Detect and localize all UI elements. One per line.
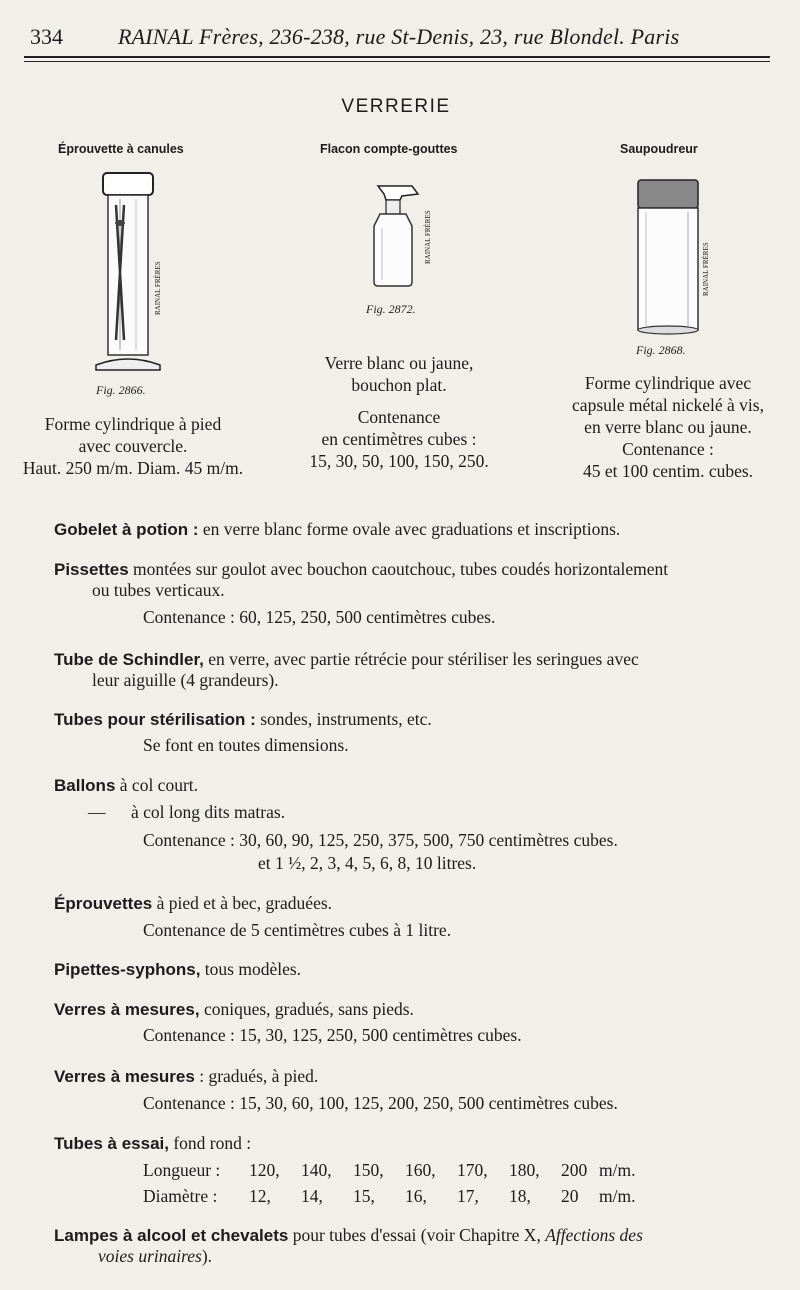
tubes-longueur-row: [143, 1160, 635, 1181]
row-value: 16,: [405, 1186, 427, 1206]
row-label: Diamètre :: [143, 1186, 218, 1206]
figure-label-saupoudreur: Saupoudreur: [620, 142, 698, 156]
figure-label-flacon: Flacon compte-gouttes: [320, 142, 458, 156]
contenance-eprouvettes: Contenance de 5 centimètres cubes à 1 litre.: [143, 920, 452, 940]
item-italic: Affections des: [545, 1225, 643, 1245]
desc-line: capsule métal nickelé à vis,: [572, 395, 764, 415]
row-unit: m/m.: [599, 1160, 636, 1180]
item-text: fond rond :: [168, 1133, 252, 1153]
item-text-line: [98, 1246, 212, 1267]
item-name: Verres à mesures: [54, 1067, 195, 1086]
row-value: 15,: [353, 1186, 375, 1206]
desc-line: 45 et 100 centim. cubes.: [582, 461, 754, 481]
figure-desc-flacon: [284, 352, 514, 472]
saupoudreur-illustration: [628, 176, 718, 341]
header-rule-thin: [24, 61, 770, 62]
tubes-diametre-row: [143, 1186, 635, 1207]
item-text: sondes, instruments, etc.: [255, 709, 432, 729]
desc-line: Contenance: [357, 407, 441, 427]
section-title: VERRERIE: [341, 96, 451, 117]
item-ballons: [54, 774, 776, 797]
dash: —: [88, 802, 106, 822]
page-number: 334: [30, 24, 63, 49]
item-text-line: ou tubes verticaux.: [92, 580, 225, 600]
row-value: 140,: [301, 1160, 332, 1180]
figure-desc-saupoudreur: [550, 372, 786, 482]
contenance-ballons-litres: et 1 ½, 2, 3, 4, 5, 6, 8, 10 litres.: [258, 853, 477, 873]
row-value: 17,: [457, 1186, 479, 1206]
item-text: coniques, gradués, sans pieds.: [199, 999, 414, 1019]
brand-mark: RAINAL FRÈRES: [702, 242, 710, 296]
item-verres-pied: [54, 1065, 776, 1088]
brand-mark: RAINAL FRÈRES: [424, 210, 432, 264]
item-name: Éprouvettes: [54, 894, 153, 913]
contenance-ballons: Contenance : 30, 60, 90, 125, 250, 375, 500, 750 centimètres cubes.: [143, 830, 618, 850]
item-text: tous modèles.: [200, 959, 302, 979]
figure-caption-2868: Fig. 2868.: [636, 343, 686, 357]
row-value: 120,: [249, 1160, 280, 1180]
item-text: : gradués, à pied.: [194, 1066, 319, 1086]
item-name: Pissettes: [54, 560, 129, 579]
figure-desc-eprouvette: [18, 413, 248, 479]
row-value: 18,: [509, 1186, 531, 1206]
item-name: Tubes à essai,: [54, 1134, 169, 1153]
row-value: 160,: [405, 1160, 436, 1180]
item-text-line: Se font en toutes dimensions.: [143, 735, 349, 755]
item-text: à col court.: [115, 775, 199, 795]
item-sterilisation: [54, 708, 776, 731]
eprouvette-illustration: [80, 165, 180, 380]
brand-mark: RAINAL FRÈRES: [154, 261, 162, 315]
item-text: ).: [201, 1246, 213, 1266]
item-name: Tube de Schindler,: [54, 650, 204, 669]
row-value: 170,: [457, 1160, 488, 1180]
item-text: montées sur goulot avec bouchon caoutchouc, tubes coudés horizontalement: [128, 559, 669, 579]
figure-label-eprouvette: Éprouvette à canules: [58, 142, 184, 156]
desc-line: en verre blanc ou jaune.: [584, 417, 752, 437]
item-eprouvettes: [54, 892, 776, 915]
item-pipettes: [54, 958, 776, 981]
item-text: en verre blanc forme ovale avec graduations et inscriptions.: [198, 519, 621, 539]
desc-line: Haut. 250 m/m. Diam. 45 m/m.: [22, 458, 244, 478]
item-italic: voies urinaires: [98, 1246, 202, 1266]
item-name: Gobelet à potion :: [54, 520, 199, 539]
row-value: 150,: [353, 1160, 384, 1180]
item-name: Verres à mesures,: [54, 1000, 200, 1019]
row-label: Longueur :: [143, 1160, 221, 1180]
desc-line: Verre blanc ou jaune,: [324, 353, 474, 373]
item-name: Lampes à alcool et chevalets: [54, 1226, 289, 1245]
item-tubes-essai: [54, 1132, 776, 1155]
item-text-line: leur aiguille (4 grandeurs).: [92, 670, 279, 690]
desc-line: Forme cylindrique à pied: [44, 414, 222, 434]
item-lampes: [54, 1224, 776, 1247]
item-pissettes: [54, 558, 776, 581]
row-value: 200: [561, 1160, 588, 1180]
contenance-pissettes: Contenance : 60, 125, 250, 500 centimètres cubes.: [143, 607, 496, 627]
desc-line: en centimètres cubes :: [321, 429, 477, 449]
item-text-line: à col long dits matras.: [131, 802, 286, 822]
desc-line: Forme cylindrique avec: [584, 373, 752, 393]
desc-line: bouchon plat.: [351, 375, 447, 395]
row-value: 14,: [301, 1186, 323, 1206]
item-gobelet: [54, 518, 776, 541]
figure-caption-2866: Fig. 2866.: [96, 383, 146, 397]
item-name: Pipettes-syphons,: [54, 960, 201, 979]
contenance-verres-pied: Contenance : 15, 30, 60, 100, 125, 200, 250, 500 centimètres cubes.: [143, 1093, 618, 1113]
item-name: Ballons: [54, 776, 116, 795]
desc-line: avec couvercle.: [78, 436, 188, 456]
item-name: Tubes pour stérilisation :: [54, 710, 256, 729]
item-text: à pied et à bec, graduées.: [152, 893, 333, 913]
desc-line: 15, 30, 50, 100, 150, 250.: [309, 451, 489, 471]
row-value: 180,: [509, 1160, 540, 1180]
publisher-address: RAINAL Frères, 236-238, rue St-Denis, 23, rue Blondel. Paris: [118, 24, 680, 49]
row-value: 20: [561, 1186, 579, 1206]
figure-caption-2872: Fig. 2872.: [366, 302, 416, 316]
header-rule: [24, 56, 770, 58]
desc-line: Contenance :: [622, 439, 714, 459]
item-text: pour tubes d'essai (voir Chapitre X,: [288, 1225, 546, 1245]
item-schindler: [54, 648, 776, 671]
flacon-illustration: [360, 180, 440, 292]
row-unit: m/m.: [599, 1186, 636, 1206]
contenance-verres-coniques: Contenance : 15, 30, 125, 250, 500 centimètres cubes.: [143, 1025, 522, 1045]
item-verres-coniques: [54, 998, 776, 1021]
page-header: [0, 0, 800, 70]
row-value: 12,: [249, 1186, 271, 1206]
item-text: en verre, avec partie rétrécie pour stériliser les seringues avec: [203, 649, 639, 669]
